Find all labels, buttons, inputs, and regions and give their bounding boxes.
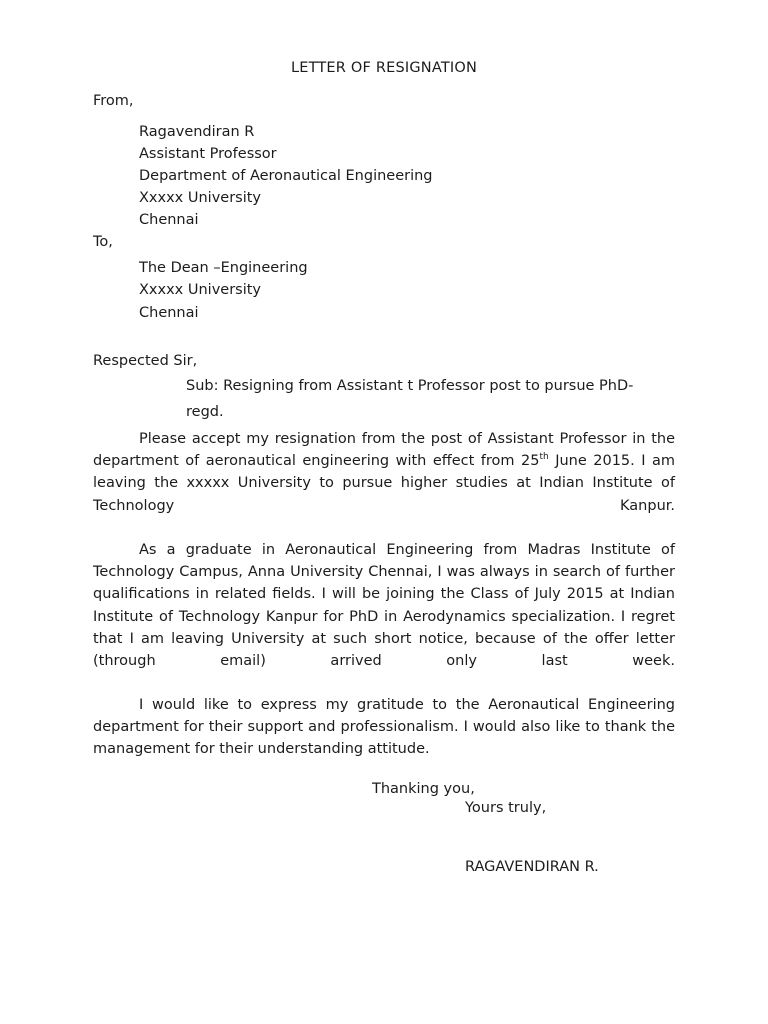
recipient-university: Xxxxx University (139, 282, 262, 298)
recipient-title: The Dean –Engineering (139, 260, 308, 276)
date-ordinal-suffix: th (539, 452, 549, 463)
signature-name: RAGAVENDIRAN R. (465, 859, 599, 875)
sender-title: Assistant Professor (139, 146, 277, 162)
valediction: Yours truly, (465, 800, 547, 816)
recipient-city: Chennai (139, 305, 199, 321)
salutation: Respected Sir, (93, 353, 198, 369)
paragraph-1-text-b: June 2015. I am leaving the xxxxx University to pursue higher studies at Indian Institute of Technology Kanpur. (93, 453, 675, 514)
to-label: To, (93, 234, 113, 250)
letter-title: LETTER OF RESIGNATION (290, 60, 478, 76)
from-label: From, (93, 93, 134, 109)
sender-city: Chennai (139, 212, 199, 228)
closing-line: Thanking you, (372, 781, 475, 797)
paragraph-2-text: As a graduate in Aeronautical Engineering from Madras Institute of Technology Campus, Anna University Chennai, I was always in search of further qualifications in related fields. I will be joining the Class of July 2015 at Indian Institute of Technology Kanpur for PhD in Aerodynamics specialization. I regret that I am leaving University at such short notice, because of the offer letter (through email) arrived only last week. (93, 542, 675, 670)
paragraph-1 (93, 428, 675, 517)
paragraph-3-text: I would like to express my gratitude to the Aeronautical Engineering department for their support and professionalism. I would also like to thank the management for their understanding attitude. (93, 697, 675, 758)
subject-line-1: Sub: Resigning from Assistant t Professor post to pursue PhD- (186, 378, 634, 394)
paragraph-1-text-a: Please accept my resignation from the post of Assistant Professor in the department of aeronautical engineering with effect from 25 (93, 431, 675, 470)
sender-university: Xxxxx University (139, 190, 262, 206)
sender-name: Ragavendiran R (139, 124, 255, 140)
sender-department: Department of Aeronautical Engineering (139, 168, 433, 184)
subject-line-2: regd. (186, 404, 224, 420)
paragraph-3 (93, 694, 675, 761)
paragraph-2 (93, 539, 675, 672)
